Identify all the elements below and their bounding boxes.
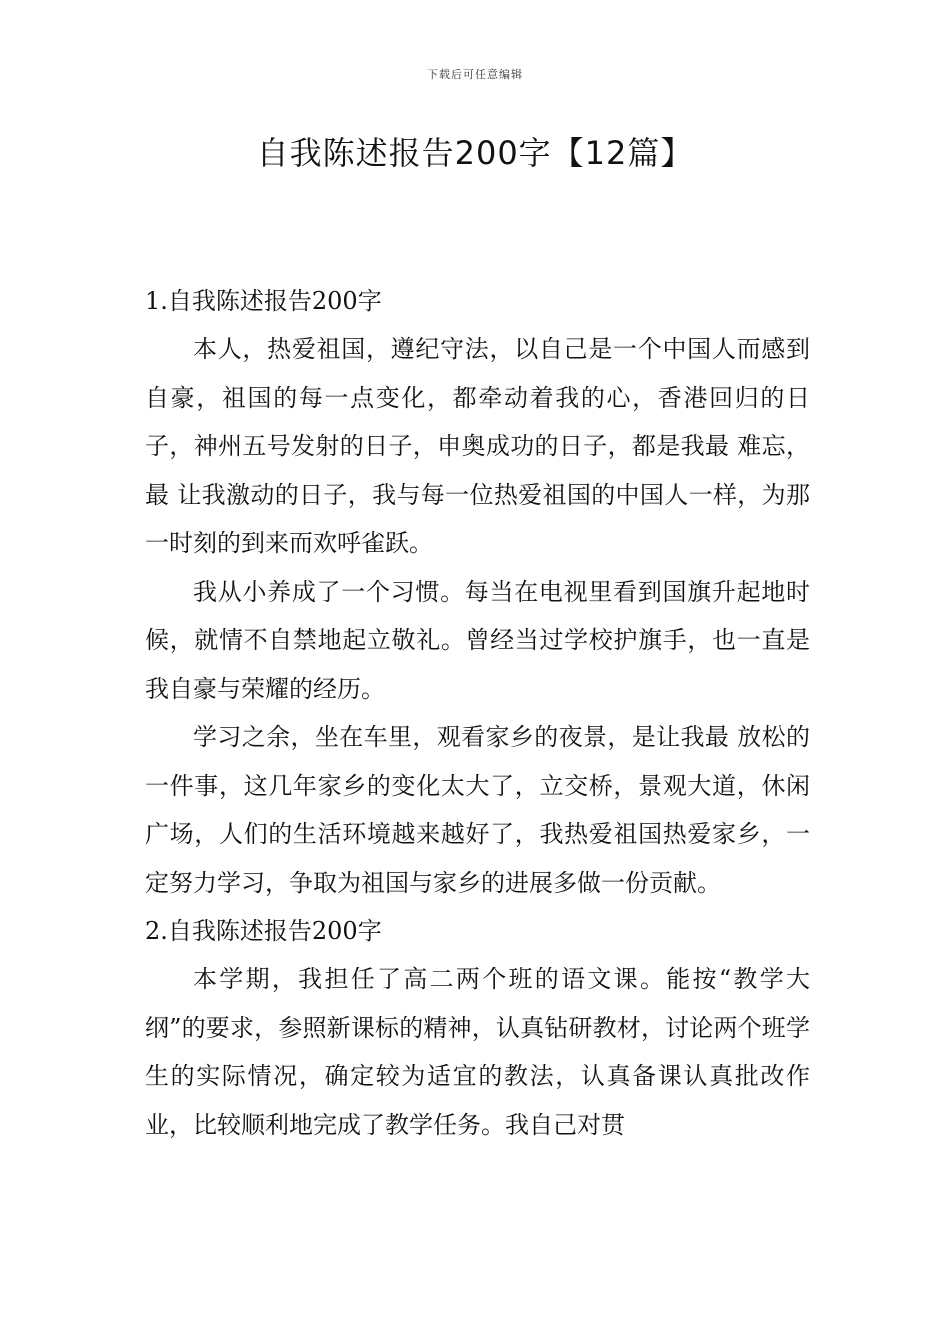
section-heading-1: 1.自我陈述报告200字 [145, 287, 382, 315]
watermark-text: 下载后可任意编辑 [427, 68, 523, 81]
section-1-paragraph-1: 本人，热爱祖国，遵纪守法，以自己是一个中国人而感到自豪，祖国的每一点变化，都牵动着我的心，香港回归的日子，神州五号发射的日子，申奥成功的日子，都是我最 难忘，最 让我激动的日子，我与每一位热爱祖国的中国人一样，为那一时刻的到来而欢呼雀跃。 [145, 335, 810, 557]
section-heading-2: 2.自我陈述报告200字 [145, 917, 382, 945]
section-1-paragraph-3: 学习之余，坐在车里，观看家乡的夜景，是让我最 放松的一件事，这几年家乡的变化太大了，立交桥，景观大道，休闲广场，人们的生活环境越来越好了，我热爱祖国热爱家乡，一定努力学习，争取为祖国与家乡的进展多做一份贡献。 [145, 723, 810, 897]
section-1-paragraph-2: 我从小养成了一个习惯。每当在电视里看到国旗升起地时候，就情不自禁地起立敬礼。曾经当过学校护旗手，也一直是我自豪与荣耀的经历。 [145, 577, 810, 703]
document-title: 自我陈述报告200字【12篇】 [256, 134, 694, 172]
document-body [145, 277, 810, 1149]
section-2-paragraph-1: 本学期，我担任了高二两个班的语文课。能按“教学大纲”的要求，参照新课标的精神，认真钻研教材，讨论两个班学生的实际情况，确定较为适宜的教法，认真备课认真批改作业，比较顺利地完成了教学任务。我自己对贯 [145, 965, 810, 1139]
